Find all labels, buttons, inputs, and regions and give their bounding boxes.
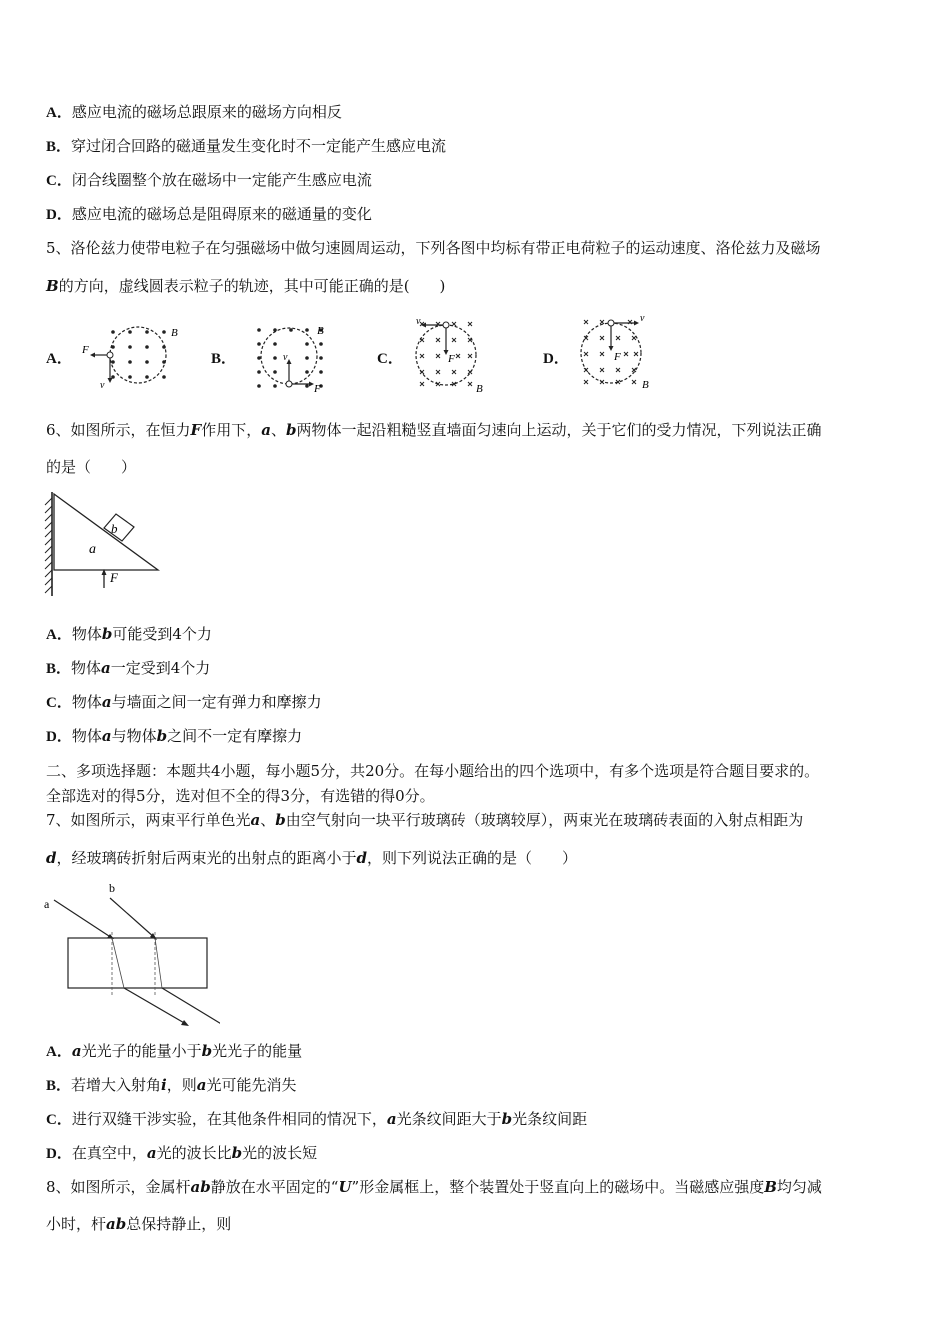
q6-option-d: D．物体a与物体b之间不一定有摩擦力: [46, 727, 303, 745]
q5b-v-label: v: [283, 352, 288, 363]
q7-fig-b-label: b: [109, 881, 115, 895]
q5c-b-label: B: [476, 383, 483, 395]
q5d-v-label: v: [640, 313, 645, 324]
q6-option-a: A．物体b可能受到4个力: [46, 625, 212, 643]
q5c-f-label: F: [448, 353, 455, 365]
q6-option-c: C．物体a与墙面之间一定有弹力和摩擦力: [46, 693, 322, 711]
q5-fig-label-c: C．: [377, 351, 403, 367]
q5d-b-label: B: [642, 379, 649, 391]
q4-option-a: A．感应电流的磁场总跟原来的磁场方向相反: [46, 103, 342, 121]
q5-figure-d: [578, 312, 658, 392]
q5d-f-label: F: [614, 351, 621, 363]
q4-option-b: B．穿过闭合回路的磁通量发生变化时不一定能产生感应电流: [46, 137, 447, 155]
q6-stem-line2: 的是（ ）: [46, 458, 137, 476]
q5a-b-label: B: [171, 327, 178, 339]
q5c-v-label: v: [416, 316, 421, 327]
q5-stem-line2: B的方向，虚线圆表示粒子的轨迹，其中可能正确的是( ): [46, 277, 446, 295]
section2-line1: 二、多项选择题：本题共4小题，每小题5分，共20分。在每小题给出的四个选项中，有多个选项是符合题目要求的。: [46, 762, 820, 780]
q7-fig-a-label: a: [44, 897, 50, 911]
q5a-v-label: v: [100, 380, 105, 391]
q7-option-b: B．若增大入射角i，则a光可能先消失: [46, 1076, 297, 1094]
q5b-b-label: B: [317, 325, 324, 337]
q7-stem-line1: 7、如图所示，两束平行单色光a、b由空气射向一块平行玻璃砖（玻璃较厚），两束光在玻璃砖表面的入射点相距为: [46, 811, 804, 829]
q7-option-d: D．在真空中，a光的波长比b光的波长短: [46, 1144, 318, 1162]
q5-fig-label-a: A．: [46, 351, 72, 367]
q8-stem-line1: 8、如图所示，金属杆ab静放在水平固定的“U”形金属框上，整个装置处于竖直向上的磁场中。当磁感应强度B均匀减: [46, 1178, 822, 1196]
q6-stem-line1: 6、如图所示，在恒力F作用下，a、b两物体一起沿粗糙竖直墙面匀速向上运动，关于它们的受力情况，下列说法正确: [46, 421, 822, 439]
q5a-f-label: F: [82, 344, 89, 356]
q5-fig-label-d: D．: [543, 351, 569, 367]
q6-figure: [40, 490, 170, 600]
q7-option-a: A．a光光子的能量小于b光光子的能量: [46, 1042, 303, 1060]
q5-stem-line1: 5、洛伦兹力使带电粒子在匀强磁场中做匀速圆周运动，下列各图中均标有带正电荷粒子的运动速度、洛伦兹力及磁场: [46, 239, 821, 257]
q6-fig-a-label: a: [89, 542, 96, 557]
q5-figure-a: [78, 322, 188, 394]
q5-figure-b: [245, 322, 345, 394]
q7-figure: [40, 878, 220, 1030]
section2-line2: 全部选对的得5分，选对但不全的得3分，有选错的得0分。: [46, 787, 435, 805]
q5-fig-label-b: B．: [211, 351, 237, 367]
q5-figure-c: [412, 316, 492, 396]
q6-option-b: B．物体a一定受到4个力: [46, 659, 211, 677]
q5b-f-label: F: [314, 383, 321, 394]
q7-stem-line2: d，经玻璃砖折射后两束光的出射点的距离小于d，则下列说法正确的是（ ）: [46, 849, 578, 867]
q4-option-c: C．闭合线圈整个放在磁场中一定能产生感应电流: [46, 171, 372, 189]
q6-fig-b-label: b: [111, 521, 118, 536]
q7-option-c: C．进行双缝干涉实验，在其他条件相同的情况下，a光条纹间距大于b光条纹间距: [46, 1110, 588, 1128]
q4-option-d: D．感应电流的磁场总是阻碍原来的磁通量的变化: [46, 205, 372, 223]
q6-fig-f-label: F: [110, 570, 118, 585]
q8-stem-line2: 小时，杆ab总保持静止，则: [46, 1215, 232, 1233]
